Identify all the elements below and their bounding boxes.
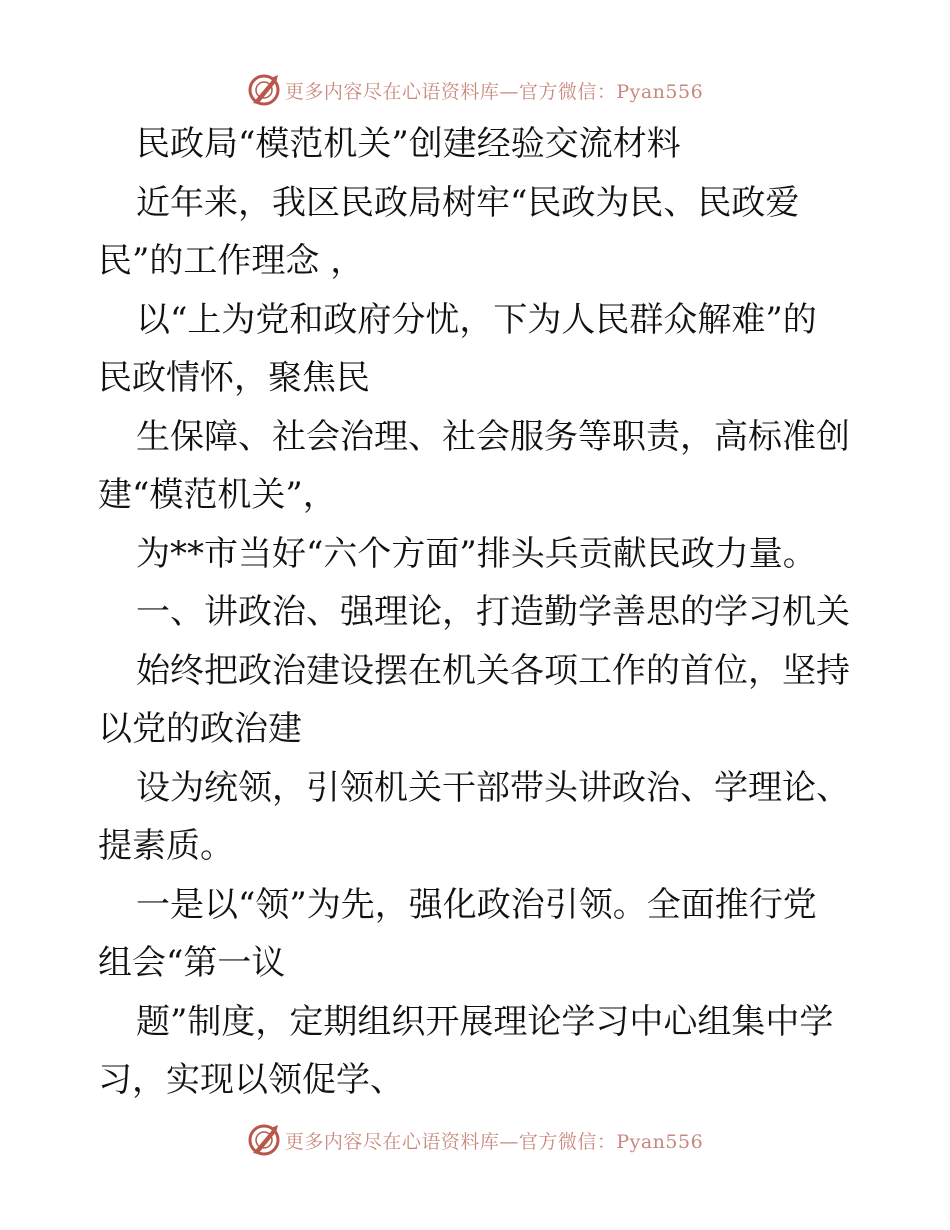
paragraph-line: 民”的工作理念 ， (98, 241, 365, 281)
paragraph-line: 近年来，我区民政局树牢“民政为民、民政爱 (136, 182, 800, 223)
paragraph-line: 为**市当好“六个方面”排头兵贡献民政力量。 (136, 533, 817, 574)
document-body (98, 115, 858, 1110)
footer-watermark (0, 1120, 950, 1160)
paragraph-line: 以党的政治建 (98, 709, 302, 749)
paragraph-line: 始终把政治建设摆在机关各项工作的首位，坚持 (136, 650, 850, 691)
paragraph-line: 题”制度，定期组织开展理论学习中心组集中学 (136, 1001, 834, 1042)
paragraph-line: 以“上为党和政府分忧，下为人民群众解难”的 (136, 299, 817, 340)
watermark-text: 更多内容尽在心语资料库—官方微信：Pyan556 (284, 80, 704, 103)
quill-seal-icon (247, 73, 281, 107)
watermark-text: 更多内容尽在心语资料库—官方微信：Pyan556 (284, 1130, 704, 1153)
paragraph-line: 生保障、社会治理、社会服务等职责，高标准创 (136, 416, 850, 457)
paragraph-line: 设为统领，引领机关干部带头讲政治、学理论、 (136, 767, 850, 808)
header-watermark (0, 70, 950, 110)
section-heading: 一、讲政治、强理论，打造勤学善思的学习机关 (136, 592, 850, 632)
paragraph-line: 习，实现以领促学、 (98, 1060, 404, 1100)
paragraph-line: 组会“第一议 (98, 943, 286, 983)
paragraph-line: 提素质。 (98, 826, 234, 866)
paragraph-line: 建“模范机关”， (98, 475, 337, 515)
quill-seal-icon (247, 1123, 281, 1157)
paragraph-line: 一是以“领”为先，强化政治引领。全面推行党 (136, 884, 817, 925)
document-title: 民政局“模范机关”创建经验交流材料 (136, 124, 681, 164)
paragraph-line: 民政情怀，聚焦民 (98, 358, 370, 398)
